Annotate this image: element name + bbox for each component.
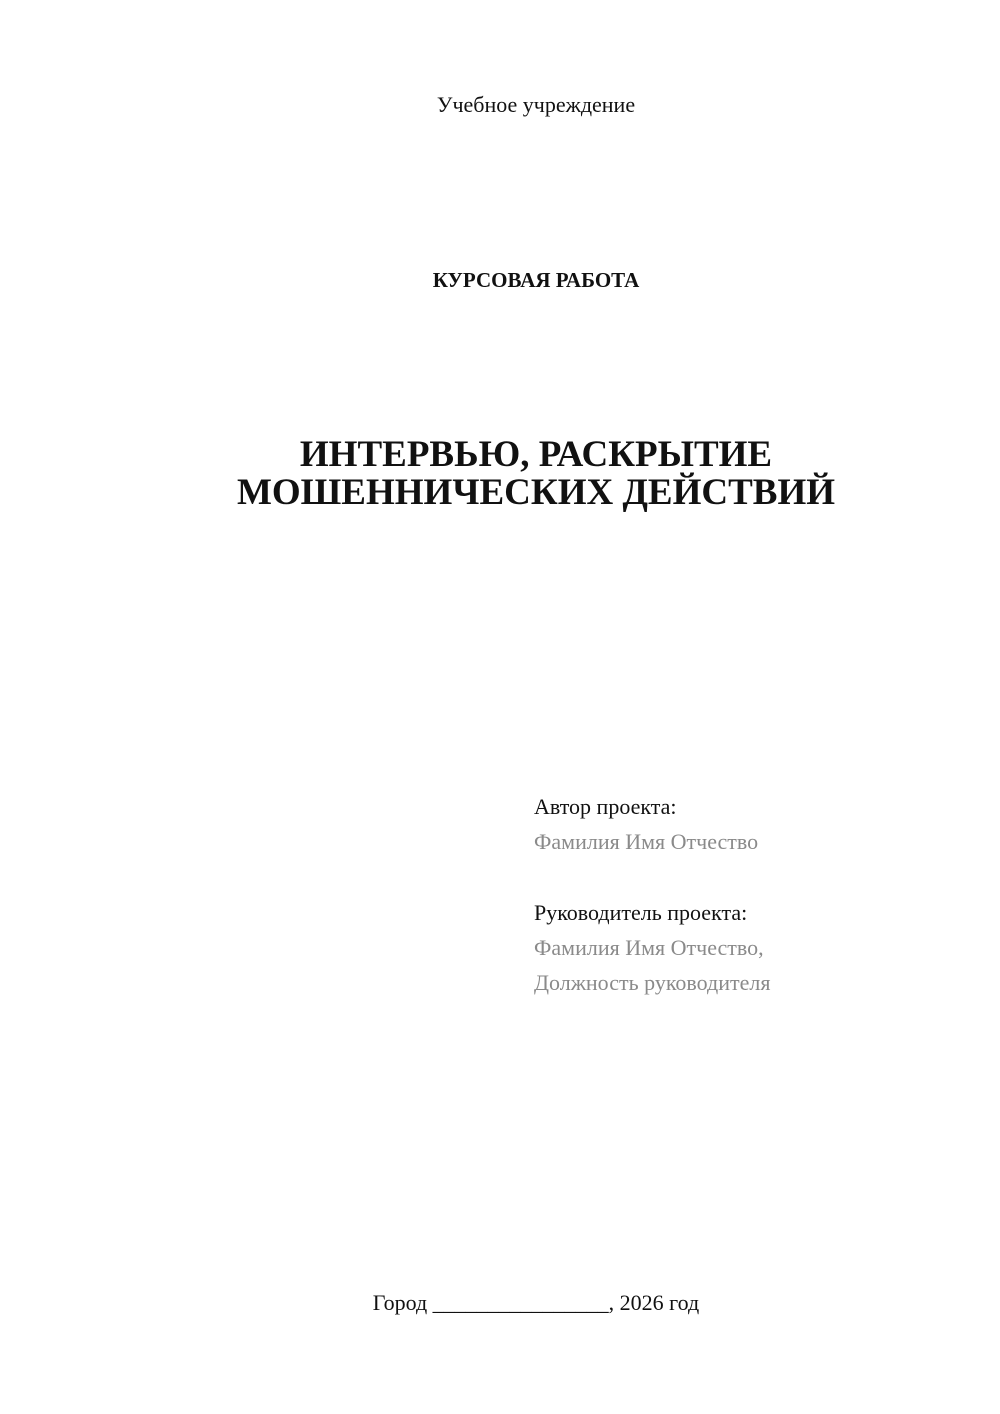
document-title-line-2: МОШЕННИЧЕСКИХ ДЕЙСТВИЙ [236, 472, 836, 513]
supervisor-position: Должность руководителя [534, 970, 771, 995]
author-label: Автор проекта: [534, 794, 677, 819]
work-type-heading: КУРСОВАЯ РАБОТА [432, 268, 640, 292]
city-year-line: Город ________________, 2026 год [372, 1290, 700, 1315]
signature-spacer [534, 859, 770, 895]
author-name: Фамилия Имя Отчество [534, 829, 759, 854]
supervisor-name: Фамилия Имя Отчество, [534, 935, 764, 960]
supervisor-label: Руководитель проекта: [534, 900, 748, 925]
institution-name: Учебное учреждение [436, 92, 636, 117]
signature-block [534, 789, 770, 1000]
document-title [0, 436, 1000, 512]
document-title-line-1: ИНТЕРВЬЮ, РАСКРЫТИЕ [299, 434, 773, 475]
